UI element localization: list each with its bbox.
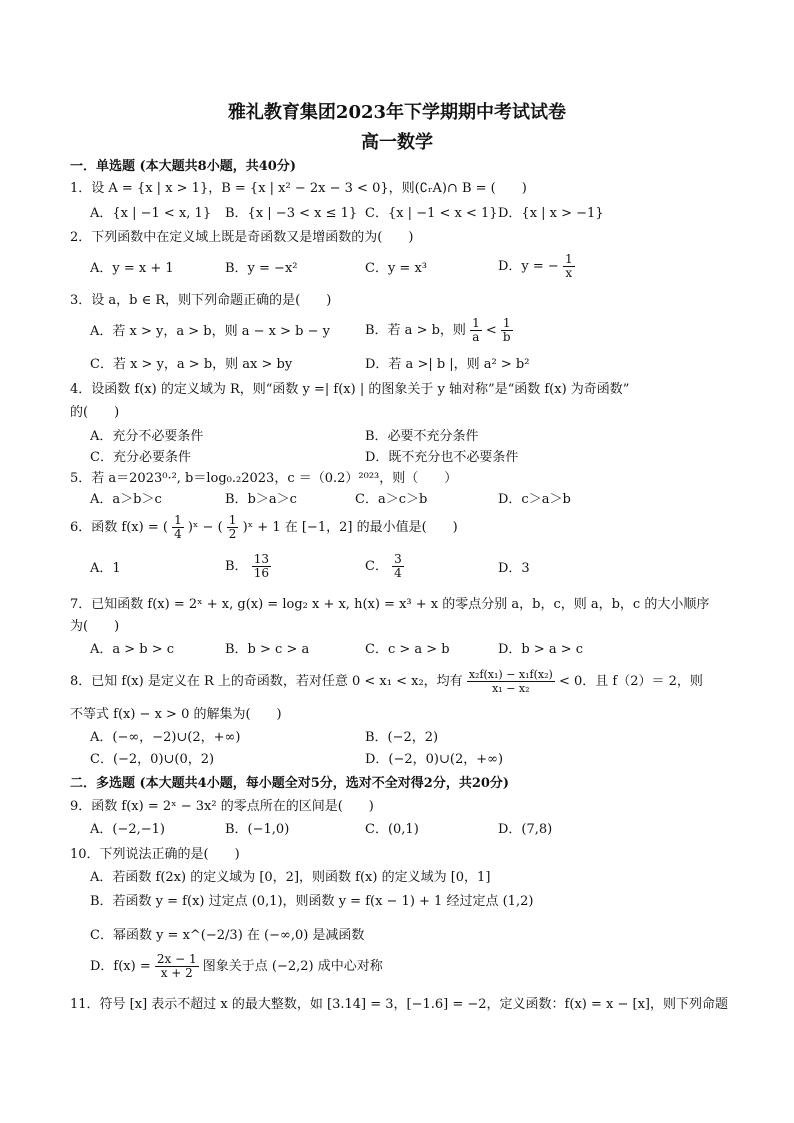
question-3-option-b-prefix: B．若 a > b，则: [365, 323, 466, 338]
question-10-stem: 10．下列说法正确的是( ): [70, 847, 240, 862]
question-6-option-c-prefix: C．: [365, 559, 388, 574]
question-5-option-c: C．a＞c＞b: [355, 492, 428, 507]
question-6-stem-prefix: 6．函数 f(x) = (: [70, 520, 168, 535]
question-10-option-a: A．若函数 f(2x) 的定义域为 [0，2]，则函数 f(x) 的定义域为 [0，1]: [90, 870, 491, 885]
question-2-option-d: [498, 253, 575, 280]
fraction-denominator: x + 2: [160, 966, 193, 980]
question-8-option-b: B．(−2，2): [365, 730, 439, 745]
question-9-option-a: A．(−2,−1): [90, 822, 165, 837]
fraction-numerator: 2x − 1: [156, 952, 197, 966]
question-6-option-c: [365, 553, 404, 580]
fraction-denominator: 4: [174, 527, 182, 541]
question-10-option-d-suffix: 图象关于点 (−2,2) 成中心对称: [202, 959, 383, 974]
question-10-option-b: B．若函数 y = f(x) 过定点 (0,1)，则函数 y = f(x − 1) + 1 经过定点 (1,2): [90, 894, 534, 909]
fraction-denominator: 16: [253, 566, 269, 580]
question-3-option-d: D．若 a >| b |，则 a² > b²: [365, 357, 530, 372]
question-1-option-c: C．{x | −1 < x < 1}: [365, 206, 498, 221]
question-4-option-d: D．既不充分也不必要条件: [365, 450, 519, 465]
fraction-numerator: 1: [472, 316, 480, 330]
question-1-option-a: A．{x | −1 < x, 1}: [90, 206, 212, 221]
fraction-numerator: x₂f(x₁) − x₁f(x₂): [468, 668, 553, 681]
question-6-option-d: D．3: [498, 561, 530, 576]
section-single-choice: 一．单选题 (本大题共8小题，共40分): [70, 159, 296, 174]
fraction: [563, 253, 575, 280]
less-than-sign: <: [485, 323, 497, 338]
question-3-option-a: A．若 x > y，a > b，则 a − x > b − y: [90, 324, 330, 339]
question-5-option-a: A．a＞b＞c: [90, 492, 162, 507]
fraction-denominator: x₁ − x₂: [492, 682, 530, 695]
fraction: [172, 514, 184, 541]
question-6-option-b: [225, 553, 271, 580]
question-1-option-d: D．{x | x > −1}: [498, 206, 604, 221]
exam-title: 雅礼教育集团2023年下学期期中考试试卷: [227, 102, 567, 123]
fraction: [252, 553, 271, 580]
question-10-option-d-prefix: D．f(x) =: [90, 959, 151, 974]
question-4-stem-cont: 的( ): [70, 405, 120, 420]
fraction: [392, 553, 404, 580]
fraction: [155, 953, 199, 980]
question-8-option-a: A．(−∞，−2)∪(2，+∞): [90, 730, 241, 745]
fraction-denominator: b: [502, 330, 511, 344]
fraction-denominator: x: [565, 266, 573, 280]
fraction-numerator: 1: [228, 513, 237, 527]
question-9-option-b: B．(−1,0): [225, 822, 290, 837]
fraction-numerator: 1: [501, 317, 513, 331]
fraction-denominator: a: [472, 330, 480, 344]
question-1-option-b: B．{x | −3 < x ≤ 1}: [225, 206, 358, 221]
question-6-stem-middle: )ˣ − (: [187, 520, 223, 535]
question-8-option-d: D．(−2，0)∪(2，+∞): [365, 752, 504, 767]
question-5-stem: 5．若 a＝2023⁰·², b＝log₀.₂2023，c ＝（0.2）²⁰²³，则（ ）: [70, 471, 458, 486]
exam-subtitle: 高一数学: [361, 132, 433, 153]
fraction-denominator: 4: [394, 566, 402, 580]
question-1-stem: 1．设 A = {x | x > 1}，B = {x | x² − 2x − 3 < 0}，则(∁ᵣA)∩ B = ( ): [70, 181, 527, 196]
question-8-stem-prefix: 8．已知 f(x) 是定义在 R 上的奇函数，若对任意 0 < x₁ < x₂，均有: [70, 674, 463, 689]
fraction: [501, 317, 513, 344]
question-10-option-c: C．幂函数 y = x^(−2/3) 在 (−∞,0) 是减函数: [90, 928, 365, 943]
fraction-numerator: 3: [394, 552, 402, 566]
question-9-option-d: D．(7,8): [498, 822, 553, 837]
question-7-option-a: A．a > b > c: [90, 642, 175, 657]
question-5-option-d: D．c＞a＞b: [498, 492, 571, 507]
question-2-option-b: B．y = −x²: [225, 261, 298, 276]
question-6-stem: [70, 514, 458, 541]
fraction-denominator: 2: [228, 527, 237, 541]
fraction-numerator: 1: [564, 252, 573, 266]
question-7-stem-cont: 为( ): [70, 619, 120, 634]
question-6-option-a: A．1: [90, 561, 121, 576]
question-6-option-b-prefix: B．: [225, 559, 248, 574]
question-8-stem-suffix: < 0．且 f（2）＝ 2，则: [558, 674, 703, 689]
question-5-option-b: B．b＞a＞c: [225, 492, 297, 507]
fraction-numerator: 1: [174, 513, 182, 527]
question-8-option-c: C．(−2，0)∪(0，2): [90, 752, 215, 767]
question-9-stem: 9．函数 f(x) = 2ˣ − 3x² 的零点所在的区间是( ): [70, 799, 374, 814]
question-8-stem: [70, 668, 703, 695]
question-11-stem: 11．符号 [x] 表示不超过 x 的最大整数，如 [3.14] = 3，[−1.6] = −2，定义函数：f(x) = x − [x]，则下列命题: [70, 997, 728, 1012]
question-2-option-a: A．y = x + 1: [90, 261, 174, 276]
question-2-option-c: C．y = x³: [365, 261, 427, 276]
question-10-option-d: [90, 953, 383, 980]
question-4-option-a: A．充分不必要条件: [90, 429, 204, 444]
question-2-option-d-prefix: D．y = −: [498, 259, 559, 274]
section-multiple-choice: 二．多选题 (本大题共4小题，每小题全对5分，选对不全对得2分，共20分): [70, 776, 510, 791]
question-7-option-d: D．b > a > c: [498, 642, 584, 657]
question-2-stem: 2．下列函数中在定义域上既是奇函数又是增函数的为( ): [70, 230, 414, 245]
question-3-option-b: [365, 317, 513, 344]
fraction: [467, 668, 555, 695]
question-4-option-c: C．充分必要条件: [90, 450, 191, 465]
fraction: [227, 514, 239, 541]
question-3-option-c: C．若 x > y，a > b，则 ax > by: [90, 357, 293, 372]
question-9-option-c: C．(0,1): [365, 822, 419, 837]
question-3-stem: 3．设 a，b ∈ R，则下列命题正确的是( ): [70, 293, 332, 308]
fraction: [470, 317, 482, 344]
question-6-stem-suffix: )ˣ + 1 在 [−1，2] 的最小值是( ): [242, 520, 458, 535]
fraction-numerator: 13: [253, 552, 269, 566]
question-4-option-b: B．必要不充分条件: [365, 429, 479, 444]
question-8-stem-cont: 不等式 f(x) − x > 0 的解集为( ): [70, 707, 282, 722]
question-4-stem: 4．设函数 f(x) 的定义域为 R，则“函数 y =| f(x) | 的图象关于 y 轴对称”是“函数 f(x) 为奇函数”: [70, 382, 630, 397]
question-7-stem: 7．已知函数 f(x) = 2ˣ + x, g(x) = log₂ x + x, h(x) = x³ + x 的零点分别 a，b，c，则 a，b，c 的大小顺序: [70, 597, 710, 612]
question-7-option-b: B．b > c > a: [225, 642, 310, 657]
question-7-option-c: C．c > a > b: [365, 642, 450, 657]
